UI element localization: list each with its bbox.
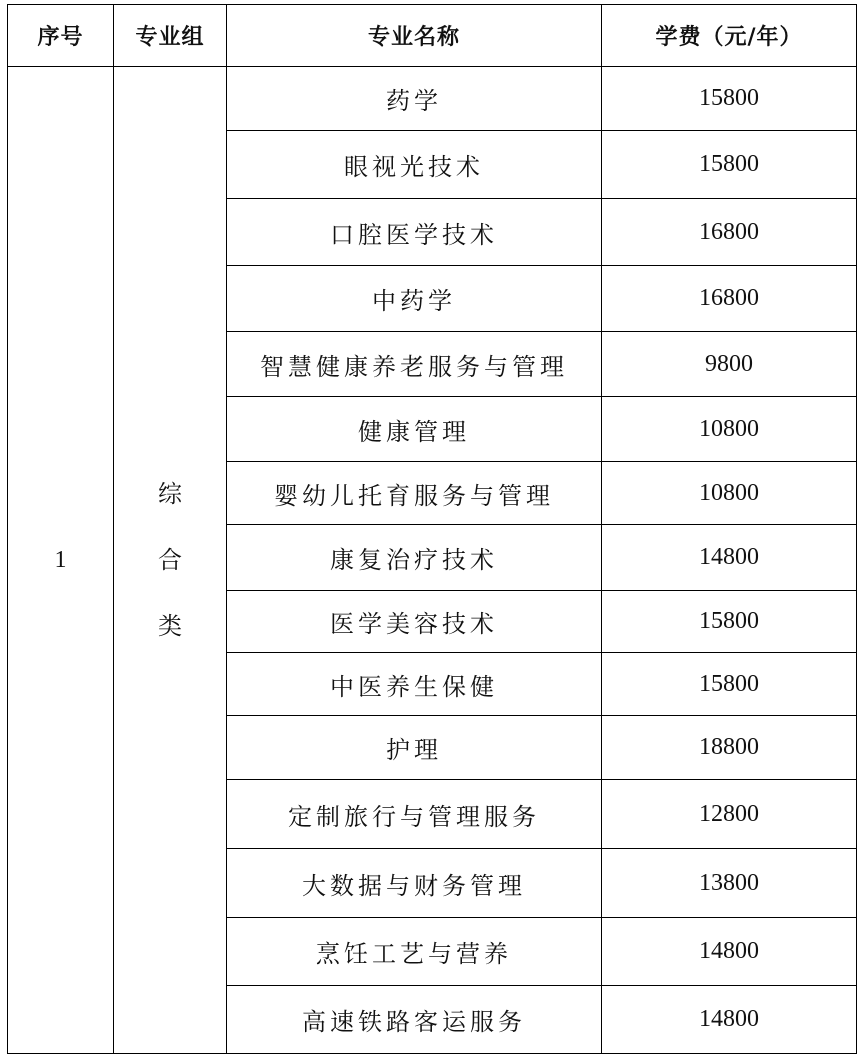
header-row (8, 5, 857, 67)
fee-cell: 14800 (602, 986, 857, 1054)
major-name-cell: 医学美容技术 (227, 591, 602, 653)
fee-cell: 15800 (602, 591, 857, 653)
header-index: 序号 (8, 5, 114, 67)
major-name-cell: 药学 (227, 67, 602, 131)
fee-cell: 13800 (602, 849, 857, 918)
fee-cell: 15800 (602, 653, 857, 716)
group-char: 合 (158, 546, 182, 574)
group-cell (114, 67, 227, 1054)
major-name-cell: 大数据与财务管理 (227, 849, 602, 918)
fee-cell: 10800 (602, 397, 857, 462)
fee-cell: 18800 (602, 716, 857, 780)
major-name-cell: 健康管理 (227, 397, 602, 462)
fee-cell: 15800 (602, 67, 857, 131)
major-name-cell: 护理 (227, 716, 602, 780)
fee-cell: 16800 (602, 266, 857, 332)
fee-cell: 12800 (602, 780, 857, 849)
major-name-cell: 中药学 (227, 266, 602, 332)
major-name-cell: 定制旅行与管理服务 (227, 780, 602, 849)
major-name-cell: 中医养生保健 (227, 653, 602, 716)
group-char: 综 (158, 480, 182, 508)
major-name-cell: 口腔医学技术 (227, 199, 602, 266)
group-char: 类 (158, 612, 182, 640)
fee-cell: 16800 (602, 199, 857, 266)
major-name-cell: 烹饪工艺与营养 (227, 918, 602, 986)
index-cell: 1 (8, 67, 114, 1054)
fee-cell: 15800 (602, 131, 857, 199)
major-name-cell: 婴幼儿托育服务与管理 (227, 462, 602, 525)
major-name-cell: 智慧健康养老服务与管理 (227, 332, 602, 397)
table-body (8, 67, 857, 1054)
major-name-cell: 高速铁路客运服务 (227, 986, 602, 1054)
fee-cell: 9800 (602, 332, 857, 397)
major-name-cell: 康复治疗技术 (227, 525, 602, 591)
fee-cell: 10800 (602, 462, 857, 525)
fee-cell: 14800 (602, 525, 857, 591)
fee-cell: 14800 (602, 918, 857, 986)
major-name-cell: 眼视光技术 (227, 131, 602, 199)
header-fee: 学费（元/年） (602, 5, 857, 67)
header-major: 专业名称 (227, 5, 602, 67)
table-row (8, 67, 857, 131)
header-group: 专业组 (114, 5, 227, 67)
tuition-table (7, 4, 857, 1054)
